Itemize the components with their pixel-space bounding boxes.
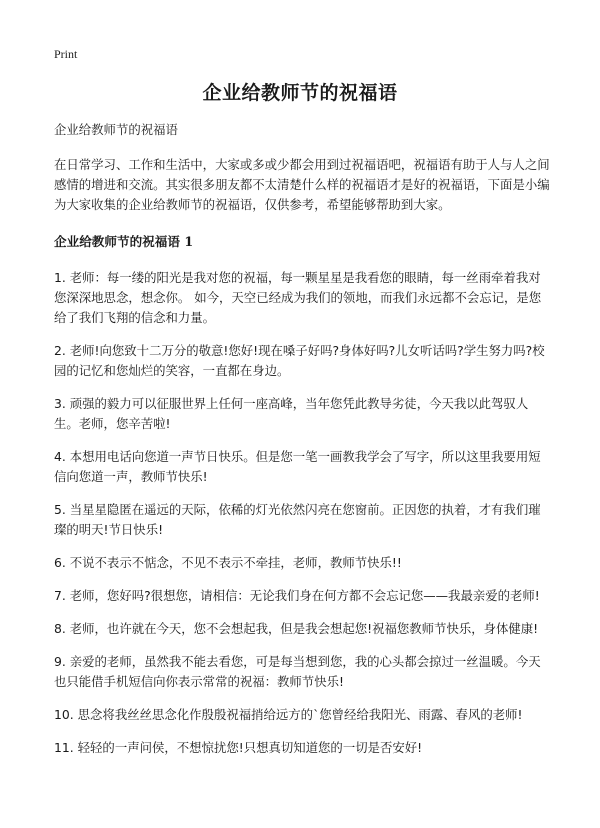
- list-item: 1. 老师：每一缕的阳光是我对您的祝福，每一颗星星是我看您的眼睛，每一丝雨牵着我对您深深地思念，想念你。 如今，天空已经成为我们的领地，而我们永远都不会忘记，是您给了我们飞翔的信念和力量。: [54, 270, 542, 325]
- list-item: 2. 老师!向您致十二万分的敬意!您好!现在嗓子好吗?身体好吗?儿女听话吗?学生努力吗?校园的记忆和您灿烂的笑容，一直都在身边。: [54, 343, 545, 378]
- article-body: [54, 120, 552, 771]
- list-item: 5. 当星星隐匿在遥远的天际，依稀的灯光依然闪亮在您窗前。正因您的执着，才有我们璀璨的明天!节日快乐!: [54, 502, 541, 537]
- blessing-list: [54, 268, 552, 758]
- intro-paragraph: 在日常学习、工作和生活中，大家或多或少都会用到过祝福语吧，祝福语有助于人与人之间感情的增进和交流。其实很多朋友都不太清楚什么样的祝福语才是好的祝福语，下面是小编为大家收集的企业给教师节的祝福语，仅供参考，希望能够帮助到大家。: [54, 157, 550, 212]
- list-item: 7. 老师，您好吗?很想您，请相信：无论我们身在何方都不会忘记您——我最亲爱的老师!: [54, 588, 540, 603]
- list-item: 4. 本想用电话向您道一声节日快乐。但是您一笔一画教我学会了写字，所以这里我要用短信向您道一声，教师节快乐!: [54, 449, 541, 484]
- list-item: 11. 轻轻的一声问侯，不想惊扰您!只想真切知道您的一切是否安好!: [54, 740, 423, 755]
- section-heading: 企业给教师节的祝福语 1: [54, 234, 194, 249]
- print-link[interactable]: Print: [54, 47, 78, 61]
- list-item: 8. 老师，也许就在今天，您不会想起我，但是我会想起您!祝福您教师节快乐，身体健康!: [54, 621, 539, 636]
- list-item: 3. 顽强的毅力可以征服世界上任何一座高峰，当年您凭此教导劣徒，今天我以此驾驭人生。老师，您辛苦啦!: [54, 396, 529, 431]
- list-item: 10. 思念将我丝丝思念化作殷殷祝福捎给远方的`您曾经给我阳光、雨露、春风的老师!: [54, 707, 523, 722]
- page-title: 企业给教师节的祝福语: [202, 82, 398, 104]
- list-item: 6. 不说不表示不惦念，不见不表示不牵挂，老师，教师节快乐!!: [54, 555, 402, 570]
- article-subtitle: 企业给教师节的祝福语: [54, 122, 178, 137]
- list-item: 9. 亲爱的老师，虽然我不能去看您，可是每当想到您，我的心头都会掠过一丝温暖。今天也只能借手机短信向你表示常常的祝福：教师节快乐!: [54, 654, 541, 689]
